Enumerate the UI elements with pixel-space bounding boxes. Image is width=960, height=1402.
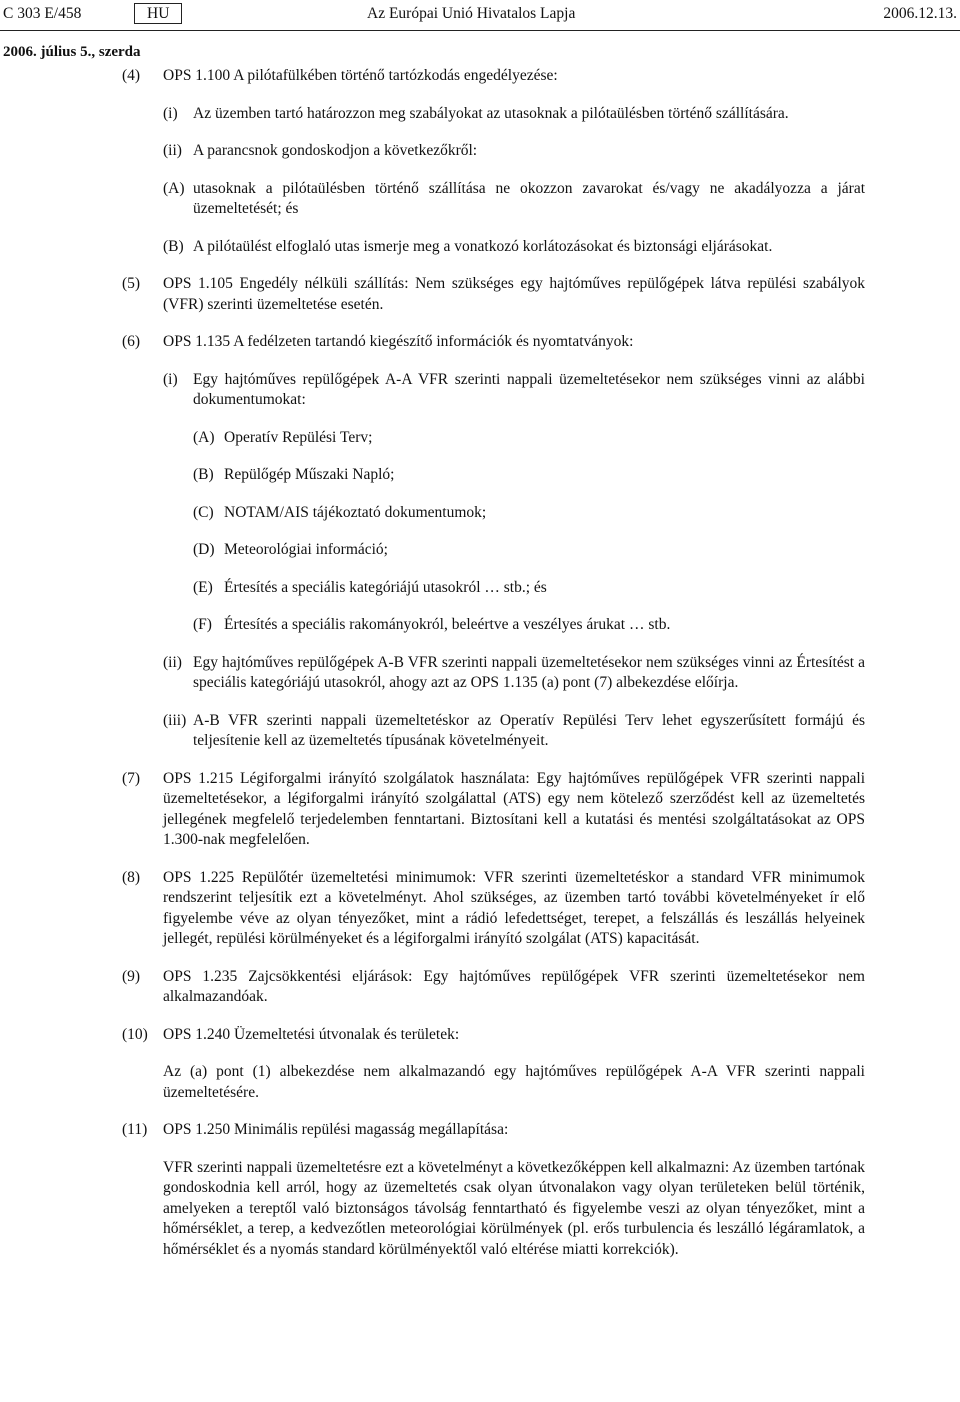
item-text: OPS 1.215 Légiforgalmi irányító szolgálatok használata: Egy hajtóműves repülőgépek VFR szerinti nappali üzemeltetésekor, a légiforgalmi irányító szolgálattal (ATS) egy nem kötelező szerződést kell az üzemeltetés jellegének megfelelő terjedelemben fenntartani. Biztosítani kell a kutatási és mentési szolgáltatásokat az OPS 1.300-nak megfelelően.: [163, 769, 865, 848]
item-4: [0, 66, 960, 87]
page-header: [0, 4, 960, 26]
item-text: Repülőgép Műszaki Napló;: [224, 466, 395, 483]
item-text: utasoknak a pilótaülésben történő szállítása ne okozzon zavarokat és/vagy ne akadályozza a járat üzemeltetését; és: [193, 179, 865, 217]
header-divider: [0, 30, 960, 31]
item-6-i-a: [0, 428, 960, 449]
language-code-badge: HU: [134, 3, 182, 24]
item-5: [0, 274, 960, 315]
item-label: (7): [122, 769, 141, 787]
item-label: (A): [193, 428, 215, 446]
item-label: (i): [163, 104, 178, 122]
item-text: Egy hajtóműves repülőgépek A-A VFR szerinti nappali üzemeltetésekor nem szükséges vinni az alábbi dokumentumokat:: [193, 370, 865, 408]
item-label: (B): [163, 237, 184, 255]
item-label: (F): [193, 616, 212, 633]
item-label: (ii): [163, 142, 182, 159]
publication-reference: C 303 E/458: [3, 5, 82, 22]
item-text: OPS 1.225 Repülőtér üzemeltetési minimumok: VFR szerinti üzemeltetéskor a standard VFR minimumok rendszerint teljesítik ezt a követelményt. Ahol szükséges, az üzemben tartó további követelményeket ír elő figyelembe véve az olyan tényezőket, mint a rádió lefedettséget, terepet, a felszállás és leszállás helyeinek jellegét, repülési körülményeket és a légiforgalmi irányító szolgálat (ATS) kapacitását.: [163, 868, 865, 947]
item-text: OPS 1.240 Üzemeltetési útvonalak és területek:: [163, 1025, 460, 1043]
item-label: (9): [122, 967, 141, 985]
item-11: [0, 1120, 960, 1141]
item-label: (B): [193, 466, 214, 483]
item-6-i-e: [0, 578, 960, 599]
item-label: (6): [122, 333, 141, 350]
item-10-paragraph: [0, 1062, 960, 1103]
item-8: [0, 868, 960, 950]
item-text: A parancsnok gondoskodjon a következőkről:: [193, 142, 478, 159]
item-text: OPS 1.250 Minimális repülési magasság megállapítása:: [163, 1121, 509, 1138]
item-label: (i): [163, 370, 178, 388]
item-6-i: [0, 370, 960, 411]
item-4-ii: [0, 141, 960, 162]
item-text: Értesítés a speciális rakományokról, beleértve a veszélyes árukat … stb.: [224, 616, 671, 633]
item-text: OPS 1.235 Zajcsökkentési eljárások: Egy hajtóműves repülőgépek VFR szerinti üzemeltetésekor nem alkalmazandóak.: [163, 967, 865, 1005]
session-date: 2006. július 5., szerda: [3, 44, 141, 60]
item-label: (4): [122, 67, 141, 84]
item-label: (E): [193, 578, 213, 596]
paragraph-text: Az (a) pont (1) albekezdése nem alkalmazandó egy hajtóműves repülőgépek A-A VFR szerinti nappali üzemeltetésére.: [163, 1063, 865, 1101]
item-6-i-d: [0, 540, 960, 561]
document-body: [0, 62, 960, 1260]
item-text: OPS 1.135 A fedélzeten tartandó kiegészítő információk és nyomtatványok:: [163, 333, 634, 350]
item-label: (10): [122, 1025, 148, 1043]
item-text: NOTAM/AIS tájékoztató dokumentumok;: [224, 503, 487, 521]
item-10: [0, 1025, 960, 1046]
item-text: A pilótaülést elfoglaló utas ismerje meg a vonatkozó korlátozásokat és biztonsági eljárásokat.: [193, 237, 773, 255]
item-text: OPS 1.105 Engedély nélküli szállítás: Nem szükséges egy hajtóműves repülőgépek látva repülési szabályok (VFR) szerinti üzemeltetése esetén.: [163, 275, 865, 313]
item-text: A-B VFR szerinti nappali üzemeltetéskor az Operatív Repülési Terv lehet egyszerűsített formájú és teljesítenie kell az üzemeltetés típusának követelményeit.: [193, 711, 865, 749]
item-text: Meteorológiai információ;: [224, 541, 388, 558]
item-label: (D): [193, 541, 215, 558]
item-4-ii-a: [0, 179, 960, 220]
item-6-i-b: [0, 465, 960, 486]
item-6-i-f: [0, 615, 960, 636]
item-label: (8): [122, 868, 141, 886]
item-label: (A): [163, 179, 185, 197]
item-text: Operatív Repülési Terv;: [224, 428, 373, 446]
journal-title: Az Európai Unió Hivatalos Lapja: [367, 5, 576, 22]
item-4-i: [0, 104, 960, 125]
item-6-ii: [0, 653, 960, 694]
item-text: OPS 1.100 A pilótafülkében történő tartózkodás engedélyezése:: [163, 67, 558, 84]
item-6: [0, 332, 960, 353]
item-label: (11): [122, 1121, 148, 1138]
item-label: (iii): [163, 711, 187, 729]
publication-date: 2006.12.13.: [883, 5, 957, 22]
item-text: Az üzemben tartó határozzon meg szabályokat az utasoknak a pilótaülésben történő szállítására.: [193, 104, 789, 122]
item-label: (C): [193, 503, 214, 521]
item-text: Értesítés a speciális kategóriájú utasokról … stb.; és: [224, 578, 547, 596]
item-7: [0, 769, 960, 851]
item-6-iii: [0, 711, 960, 752]
item-6-i-c: [0, 503, 960, 524]
item-label: (5): [122, 275, 141, 292]
item-9: [0, 967, 960, 1008]
item-4-ii-b: [0, 237, 960, 258]
item-11-paragraph: [0, 1158, 960, 1261]
item-text: Egy hajtóműves repülőgépek A-B VFR szerinti nappali üzemeltetésekor nem szükséges vinni az Értesítést a speciális kategóriájú utasokról, ahogy azt az OPS 1.135 (a) pont (7) albekezdése előírja.: [193, 653, 865, 691]
item-label: (ii): [163, 653, 182, 671]
paragraph-text: VFR szerinti nappali üzemeltetésre ezt a követelményt a következőképpen kell alkalmazni: Az üzemben tartónak gondoskodnia kell arról, hogy az üzemeltetés csak olyan útvonalakon vagy olyan területeken belül történik, amelyeken a tereptől való biztonságos távolság fenntartható és figyelembe veszi az olyan tényezőket, mint a hőmérséklet, a terep, a kedvezőtlen meteorológiai körülmények (pl. erős turbulencia és leszálló légáramlatok, a hőmérséklet és a nyomás standard körülményektől való eltérése miatti korrekciók).: [163, 1158, 865, 1258]
